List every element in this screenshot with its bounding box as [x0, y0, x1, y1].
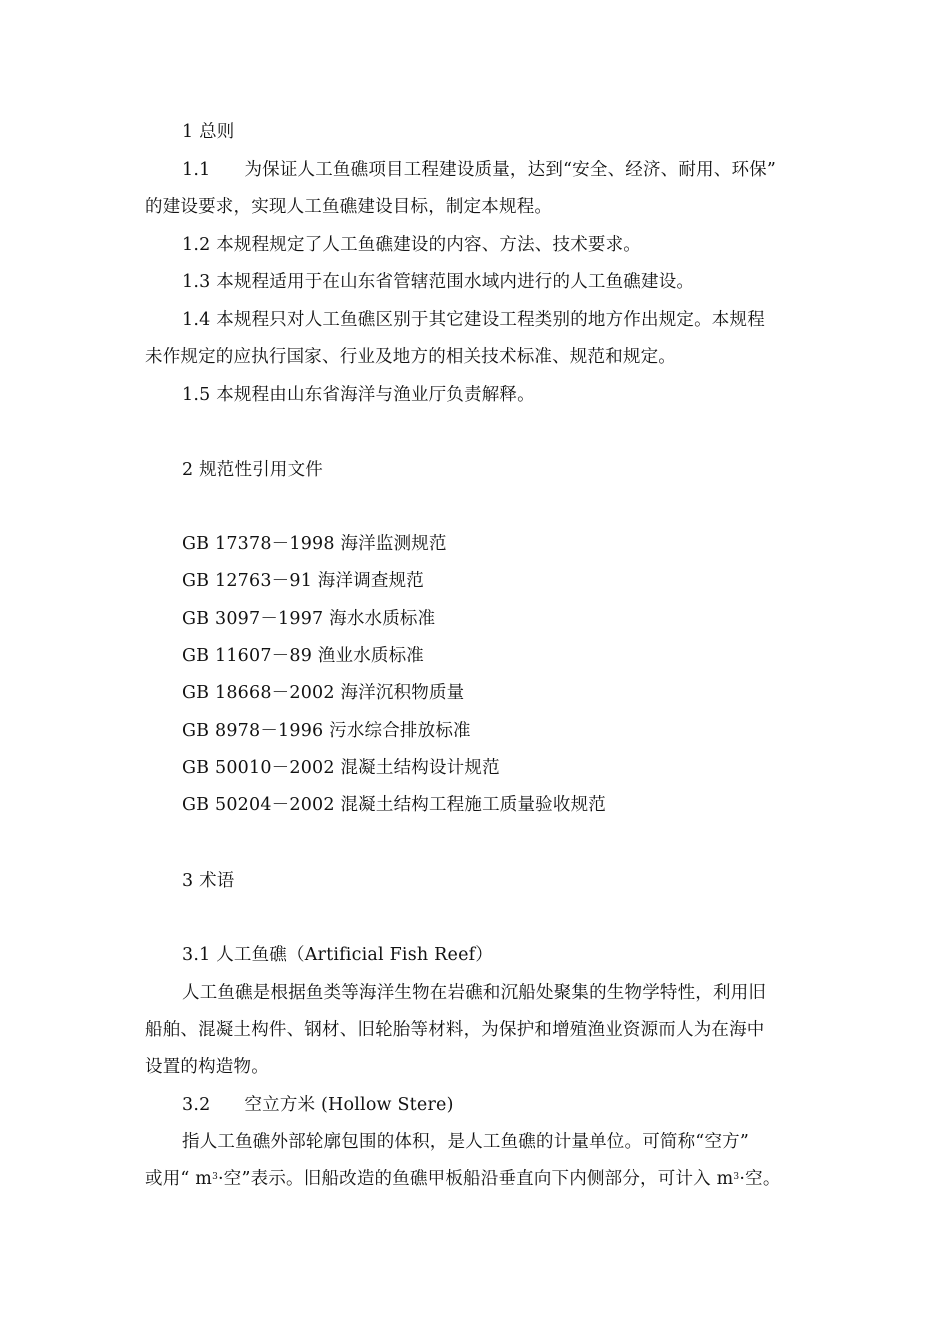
- clause-1-2: 1.2 本规程规定了人工鱼礁建设的内容、方法、技术要求。: [182, 235, 641, 255]
- clause-number: 1.1: [182, 160, 211, 180]
- term-3-2-line-1: 指人工鱼礁外部轮廓包围的体积，是人工鱼礁的计量单位。可简称“空方”: [182, 1132, 749, 1152]
- text-run: ·空。: [739, 1169, 781, 1189]
- term-3-2-heading: [182, 1093, 454, 1117]
- term-3-1-line-1: 人工鱼礁是根据鱼类等海洋生物在岩礁和沉船处聚集的生物学特性，利用旧: [182, 983, 767, 1003]
- term-title: 空立方米 (Hollow Stere): [244, 1095, 454, 1115]
- section-2-heading: 2 规范性引用文件: [182, 460, 323, 480]
- reference-item: GB 50010－2002 混凝土结构设计规范: [182, 758, 500, 778]
- clause-number: 3.2: [182, 1095, 211, 1115]
- text-run: ·空”表示。旧船改造的鱼礁甲板船沿垂直向下内侧部分，可计入 m: [218, 1169, 734, 1189]
- term-3-2-line-2: [145, 1167, 781, 1191]
- superscript: 3: [212, 1172, 219, 1182]
- clause-1-3: 1.3 本规程适用于在山东省管辖范围水域内进行的人工鱼礁建设。: [182, 272, 695, 292]
- clause-1-1-line-2: 的建设要求，实现人工鱼礁建设目标，制定本规程。: [145, 197, 553, 217]
- reference-item: GB 8978－1996 污水综合排放标准: [182, 721, 471, 741]
- reference-item: GB 11607－89 渔业水质标准: [182, 646, 425, 666]
- reference-item: GB 50204－2002 混凝土结构工程施工质量验收规范: [182, 795, 606, 815]
- clause-text: 为保证人工鱼礁项目工程建设质量，达到“安全、经济、耐用、环保”: [244, 160, 777, 180]
- term-3-1-line-2: 船舶、混凝土构件、钢材、旧轮胎等材料，为保护和增殖渔业资源而人为在海中: [145, 1020, 765, 1040]
- superscript: 3: [733, 1172, 740, 1182]
- reference-item: GB 17378－1998 海洋监测规范: [182, 534, 447, 554]
- clause-1-5: 1.5 本规程由山东省海洋与渔业厅负责解释。: [182, 385, 535, 405]
- reference-item: GB 12763－91 海洋调查规范: [182, 571, 425, 591]
- reference-item: GB 18668－2002 海洋沉积物质量: [182, 683, 465, 703]
- term-3-1-heading: 3.1 人工鱼礁（Artificial Fish Reef）: [182, 945, 494, 965]
- text-run: 或用“ m: [145, 1169, 213, 1189]
- section-1-heading: 1 总则: [182, 122, 235, 142]
- section-3-heading: 3 术语: [182, 871, 235, 891]
- clause-1-1-line-1: [182, 158, 776, 182]
- clause-1-4-line-2: 未作规定的应执行国家、行业及地方的相关技术标准、规范和规定。: [145, 347, 676, 367]
- reference-item: GB 3097－1997 海水水质标准: [182, 609, 436, 629]
- term-3-1-line-3: 设置的构造物。: [145, 1057, 269, 1077]
- clause-1-4-line-1: 1.4 本规程只对人工鱼礁区别于其它建设工程类别的地方作出规定。本规程: [182, 310, 765, 330]
